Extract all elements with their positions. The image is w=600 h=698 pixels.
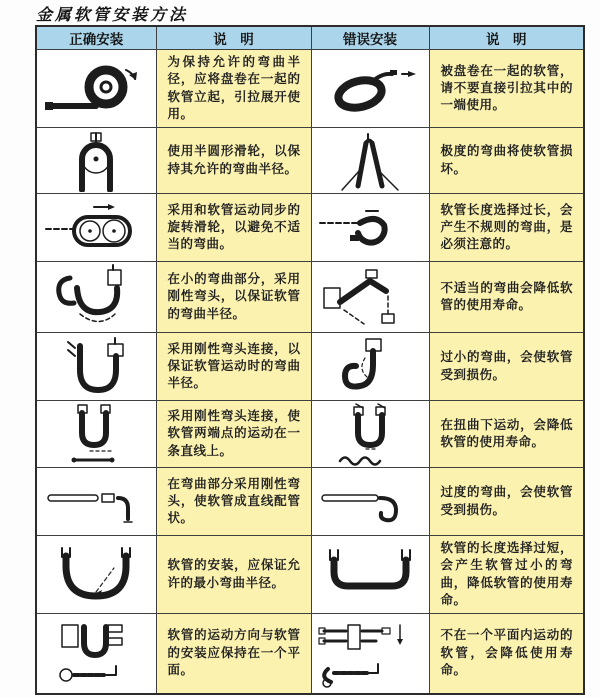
desc-text: 软管的安装，应保证允许的最小弯曲半径。 xyxy=(167,558,301,590)
wrong-illustration-cell xyxy=(311,262,429,333)
wrong-illustration-cell xyxy=(311,194,429,262)
correct-desc-cell xyxy=(156,194,311,262)
desc-text: 极度的弯曲将使软管损坏。 xyxy=(440,144,573,176)
correct-illustration-cell xyxy=(36,401,156,468)
wrong-illustration-cell xyxy=(311,50,429,128)
table-row xyxy=(36,536,584,614)
wrong-desc-cell xyxy=(429,194,584,262)
out-of-plane-motion-assembly-icon xyxy=(314,617,426,689)
desc-text: 在弯曲部分采用刚性弯头，使软管成直线配管状。 xyxy=(167,476,301,526)
table-row xyxy=(36,128,584,194)
desc-text: 软管的运动方向与软管的安装应保持在一个平面。 xyxy=(167,628,301,677)
desc-text: 被盘卷在一起的软管，请不要直接引拉其中的一端使用。 xyxy=(440,63,573,113)
wrong-desc-cell xyxy=(429,128,584,194)
desc-text: 采用和软管运动同步的旋转滑轮，以避免不适当的弯曲。 xyxy=(167,202,301,252)
improper-sharp-bend-icon xyxy=(314,264,426,330)
wrong-desc-cell xyxy=(429,468,584,536)
desc-text: 在小的弯曲部分，采用刚性弯头，以保证软管的弯曲半径。 xyxy=(167,272,301,321)
inline-endpoints-u-icon xyxy=(40,402,152,466)
wrong-illustration-cell xyxy=(311,468,429,536)
wrong-desc-cell xyxy=(429,614,584,694)
wrong-desc-cell xyxy=(429,401,584,468)
semicircular-pulley-icon xyxy=(40,130,152,192)
rigid-elbow-small-bend-icon xyxy=(40,264,152,330)
header-correct-installation: 正确安装 xyxy=(36,26,156,50)
table-row xyxy=(36,50,584,128)
desc-text: 软管长度选择过长，会产生不规则的弯曲，是必须注意的。 xyxy=(440,202,573,252)
desc-text: 软管的长度选择过短，会产生软管过小的弯曲，降低软管的使用寿命。 xyxy=(440,541,573,607)
straight-pipe-with-elbow-icon xyxy=(40,471,152,533)
desc-text: 为保持允许的弯曲半径，应将盘卷在一起的软管立起，引拉展开使用。 xyxy=(167,55,301,121)
twisted-motion-u-icon xyxy=(314,402,426,466)
correct-illustration-cell xyxy=(36,262,156,333)
desc-text: 使用半圆形滑轮，以保持其允许的弯曲半径。 xyxy=(167,144,301,176)
over-bent-pipe-end-icon xyxy=(314,471,426,533)
wrong-desc-cell xyxy=(429,536,584,614)
too-small-bend-hook-icon xyxy=(314,336,426,398)
table-row xyxy=(36,614,584,694)
correct-desc-cell xyxy=(156,128,311,194)
extreme-fold-hose-icon xyxy=(314,130,426,192)
too-short-shallow-u-icon xyxy=(314,544,426,606)
desc-text: 采用刚性弯头连接，以保证软管运动时的弯曲半径。 xyxy=(167,341,301,391)
correct-illustration-cell xyxy=(36,50,156,128)
wrong-desc-cell xyxy=(429,50,584,128)
header-description-1: 说 明 xyxy=(156,26,311,50)
table-row xyxy=(36,333,584,401)
correct-illustration-cell xyxy=(36,194,156,262)
correct-illustration-cell xyxy=(36,468,156,536)
correct-desc-cell xyxy=(156,468,311,536)
table-header-row xyxy=(36,26,584,50)
table-row xyxy=(36,194,584,262)
desc-text: 不适当的弯曲会降低软管的使用寿命。 xyxy=(440,280,573,312)
wrong-illustration-cell xyxy=(311,128,429,194)
pulled-coil-hose-icon xyxy=(314,56,426,122)
correct-desc-cell xyxy=(156,333,311,401)
table-row xyxy=(36,262,584,333)
wrong-desc-cell xyxy=(429,262,584,333)
page-title: 金属软管安装方法 xyxy=(36,7,189,24)
correct-desc-cell xyxy=(156,50,311,128)
wrong-illustration-cell xyxy=(311,401,429,468)
single-plane-motion-assembly-icon xyxy=(40,617,152,689)
desc-text: 采用刚性弯头连接，使软管两端点的运动在一条直线上。 xyxy=(167,409,301,458)
header-description-2: 说 明 xyxy=(429,26,584,50)
desc-text: 过小的弯曲，会使软管受到损伤。 xyxy=(440,350,573,382)
desc-text: 在扭曲下运动，会降低软管的使用寿命。 xyxy=(440,417,573,449)
correct-illustration-cell xyxy=(36,536,156,614)
wrong-illustration-cell xyxy=(311,536,429,614)
wrong-illustration-cell xyxy=(311,614,429,694)
correct-desc-cell xyxy=(156,262,311,333)
standing-coil-hose-icon xyxy=(40,56,152,122)
table-row xyxy=(36,468,584,536)
header-wrong-installation: 错误安装 xyxy=(311,26,429,50)
irregular-loop-hose-icon xyxy=(314,197,426,259)
desc-text: 不在一个平面内运动的软管，会降低使用寿命。 xyxy=(440,628,573,677)
correct-illustration-cell xyxy=(36,333,156,401)
correct-desc-cell xyxy=(156,614,311,694)
correct-desc-cell xyxy=(156,401,311,468)
desc-text: 过度的弯曲，会使软管受到损伤。 xyxy=(440,485,573,517)
correct-desc-cell xyxy=(156,536,311,614)
correct-illustration-cell xyxy=(36,128,156,194)
minimum-bend-radius-u-icon xyxy=(40,544,152,606)
synchronized-rotating-pulleys-icon xyxy=(40,197,152,259)
table-row xyxy=(36,401,584,468)
wrong-desc-cell xyxy=(429,333,584,401)
correct-illustration-cell xyxy=(36,614,156,694)
rigid-elbow-hanging-u-icon xyxy=(40,336,152,398)
installation-table xyxy=(35,25,585,695)
wrong-illustration-cell xyxy=(311,333,429,401)
